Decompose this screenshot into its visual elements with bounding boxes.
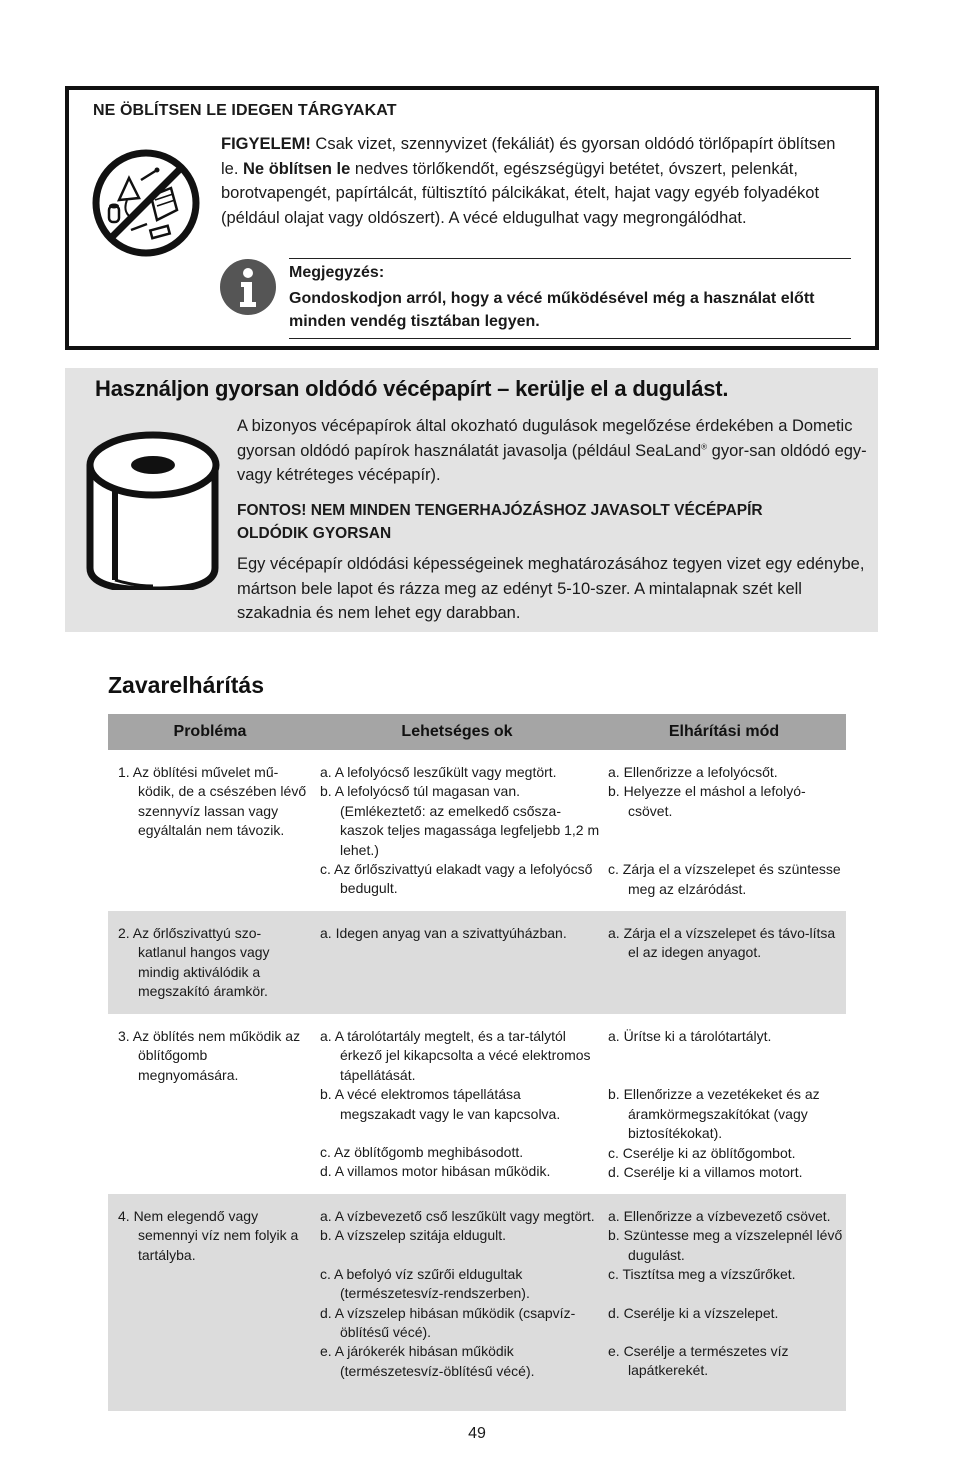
remedy-item: a. Ürítse ki a tárolótartályt.	[608, 1028, 772, 1044]
problem-cell	[118, 924, 308, 1002]
cause-item: a. A vízbevezető cső leszűkült vagy megtört.	[320, 1208, 595, 1224]
remedy-cell	[608, 763, 844, 899]
header-cause: Lehetséges ok	[401, 723, 513, 740]
remedy-item: c. Zárja el a vízszelepet és szüntesse meg az elzáródást.	[608, 861, 841, 897]
toilet-paper-section	[65, 368, 878, 632]
problem-cell	[118, 1027, 308, 1085]
cause-item: b. A vécé elektromos tápellátása megszakadt vagy le van kapcsolva.	[320, 1086, 561, 1122]
section-title: Használjon gyorsan oldódó vécépapírt – kerülje el a dugulást.	[95, 376, 729, 401]
troubleshooting-title: Zavarelhárítás	[108, 672, 264, 698]
cause-cell	[320, 1027, 600, 1182]
remedy-item: a. Ellenőrizze a lefolyócsőt.	[608, 764, 778, 780]
warning-text	[221, 132, 841, 230]
registered-mark: ®	[701, 442, 708, 451]
cause-cell	[320, 763, 600, 899]
troubleshooting-table	[108, 714, 846, 1411]
table-row	[108, 911, 846, 1014]
remedy-item: c. Tisztítsa meg a vízszűrőket.	[608, 1266, 796, 1283]
cause-item: c. Az öblítőgomb meghibásodott.	[320, 1144, 524, 1161]
problem-cell	[118, 1207, 308, 1265]
cause-item: d. A villamos motor hibásan működik.	[320, 1163, 551, 1180]
problem-cell	[118, 763, 308, 841]
cause-item: c. A befolyó víz szűrői eldugultak (természetesvíz-rendszerben).	[320, 1265, 530, 1302]
note-divider-top	[289, 258, 851, 259]
cause-item: e. A járókerék hibásan működik (természetesvíz-öblítésű vécé).	[320, 1343, 535, 1379]
problem-text: 2. Az őrlőszivattyú szo-katlanul hangos vagy mindig aktiválódik a megszakító áramkör.	[118, 925, 270, 1000]
table-row	[108, 1014, 846, 1194]
remedy-cell	[608, 924, 844, 963]
paper-paragraph-1	[237, 414, 873, 488]
cause-item: a. A tárolótartály megtelt, és a tar-tálytól érkező jel kikapcsolta a vécé elektromos tápellátását.	[320, 1028, 591, 1083]
cause-item: a. Idegen anyag van a szivattyúházban.	[320, 925, 567, 941]
remedy-cell	[608, 1027, 844, 1182]
warning-text-part2: nedves törlőkendőt, egészségügyi betétet, óvszert, pelenkát, borotvapengét, papírtálcát, fültisztító pálcikákat, ételt, hajat vagy egyéb folyadékot (például olajat vagy oldószert). A vécé eldugulhat vagy megrongálódhat.	[221, 159, 820, 227]
paper-paragraph-2: Egy vécépapír oldódási képességeinek meghatározásához tegyen vizet egy edénybe, mártson bele lapot és rázza meg az edényt 5-10-szer. A mintalapnak szét kell szakadnia és nem lehet egy darabban.	[237, 555, 865, 622]
remedy-item: e. Cserélje a természetes víz lapátkerekét.	[608, 1343, 789, 1379]
remedy-item: d. Cserélje ki a villamos motort.	[608, 1164, 803, 1181]
note-title: Megjegyzés:	[289, 264, 385, 281]
problem-text: 3. Az öblítés nem működik az öblítőgomb megnyomására.	[118, 1028, 301, 1083]
remedy-item: a. Ellenőrizze a vízbevezető csövet.	[608, 1208, 831, 1224]
remedy-item: d. Cserélje ki a vízszelepet.	[608, 1304, 779, 1321]
remedy-cell	[608, 1207, 844, 1381]
warning-box	[65, 86, 879, 350]
table-row	[108, 1194, 846, 1411]
cause-item: d. A vízszelep hibásan működik (csapvíz-öblítésű vécé).	[320, 1304, 576, 1341]
warning-lead: FIGYELEM!	[221, 135, 311, 153]
page-number: 49	[468, 1425, 486, 1442]
warning-title: NE ÖBLÍTSEN LE IDEGEN TÁRGYAKAT	[93, 102, 397, 119]
cause-cell	[320, 1207, 600, 1381]
cause-cell	[320, 924, 600, 943]
remedy-item: a. Zárja el a vízszelepet és távo-lítsa el az idegen anyagot.	[608, 925, 836, 961]
paper-p1-before: A bizonyos vécépapírok által okozható dugulások megelőzése érdekében a Dometic gyorsan oldódó papírok használatát javasolja (például SeaLand	[237, 417, 853, 460]
important-notice: FONTOS! NEM MINDEN TENGERHAJÓZÁSHOZ JAVASOLT VÉCÉPAPÍR OLDÓDIK GYORSAN	[237, 502, 763, 542]
cause-item: b. A lefolyócső túl magasan van. (Emlékeztető: az emelkedő csősza-kaszok teljes magassága legfeljebb 1,2 m lehet.)	[320, 783, 600, 858]
remedy-item: b. Ellenőrizze a vezetékeket és az áramkörmegszakítókat (vagy biztosítékokat).	[608, 1086, 820, 1142]
table-row	[108, 750, 846, 911]
no-foreign-objects-icon	[91, 148, 201, 258]
cause-item: a. A lefolyócső leszűkült vagy megtört.	[320, 764, 557, 780]
remedy-item: c. Cserélje ki az öblítőgombot.	[608, 1144, 796, 1161]
note-divider-bottom	[289, 338, 851, 339]
info-icon	[219, 258, 277, 316]
header-problem: Probléma	[173, 723, 247, 740]
table-header	[108, 714, 846, 750]
toilet-paper-roll-icon	[85, 430, 220, 590]
problem-text: 1. Az öblítési művelet mű-ködik, de a csészében lévő szennyvíz lassan vagy egyáltalán nem távozik.	[118, 764, 307, 839]
warning-text-part1: Csak vizet, szennyvizet (fekáliát) és gyorsan oldódó törlőpapírt öblítsen le.	[221, 135, 836, 178]
remedy-item: b. Szüntesse meg a vízszelepnél lévő dugulást.	[608, 1227, 843, 1263]
problem-text: 4. Nem elegendő vagy semennyi víz nem folyik a tartályba.	[118, 1208, 299, 1263]
header-remedy: Elhárítási mód	[668, 723, 780, 740]
note-body: Gondoskodjon arról, hogy a vécé működésével még a használat előtt minden vendég tisztában legyen.	[289, 290, 815, 330]
remedy-item: b. Helyezze el máshol a lefolyó-csövet.	[608, 783, 806, 819]
warning-bold-mid: Ne öblítsen le	[243, 159, 351, 178]
cause-item: c. Az őrlőszivattyú elakadt vagy a lefolyócső bedugult.	[320, 861, 593, 897]
cause-item: b. A vízszelep szitája eldugult.	[320, 1227, 506, 1244]
paper-p1-after: gyor-san oldódó egy- vagy kétréteges vécépapír).	[237, 441, 867, 484]
